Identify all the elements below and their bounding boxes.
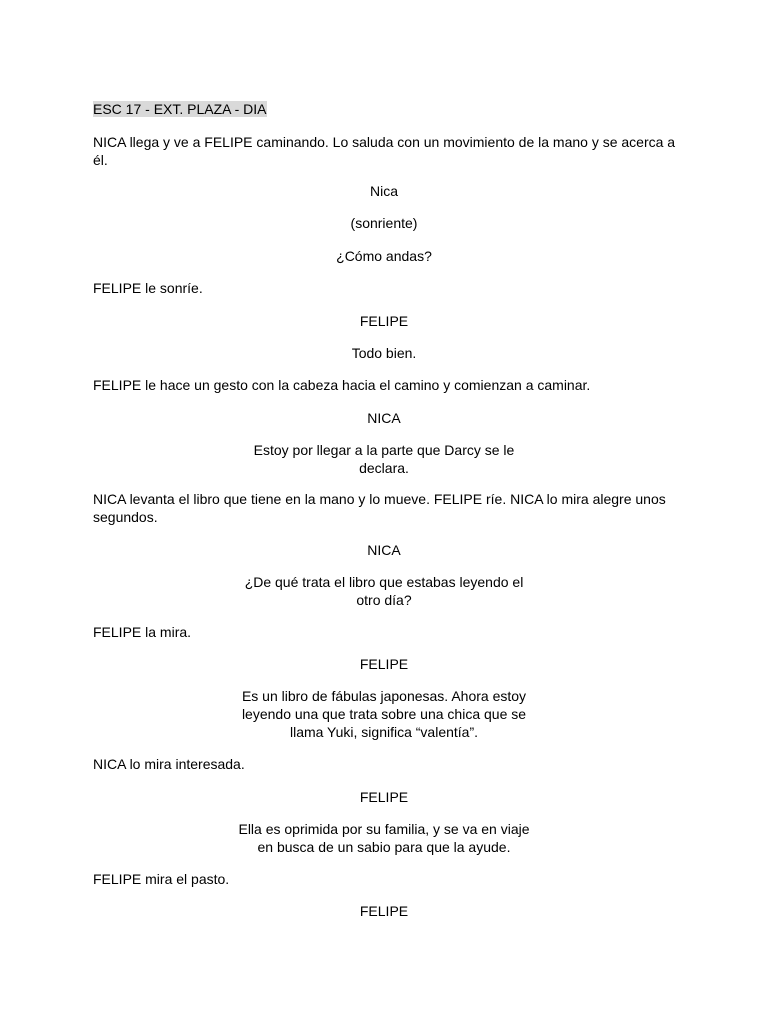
action-line: FELIPE mira el pasto. bbox=[93, 871, 230, 887]
dialogue: Es un libro de fábulas japonesas. Ahora estoy leyendo una que trata sobre una chica que se llama Yuki, significa “valentía”. bbox=[241, 688, 527, 740]
action-line: FELIPE le hace un gesto con la cabeza hacia el camino y comienzan a caminar. bbox=[93, 377, 591, 393]
action-line: FELIPE la mira. bbox=[93, 624, 192, 640]
action-line: NICA levanta el libro que tiene en la mano y lo mueve. FELIPE ríe. NICA lo mira alegre unos segundos. bbox=[93, 491, 666, 525]
character-name: FELIPE bbox=[359, 313, 409, 329]
character-name: Nica bbox=[369, 183, 398, 199]
scene-heading bbox=[93, 100, 683, 118]
character-name: FELIPE bbox=[359, 789, 409, 805]
character-name: FELIPE bbox=[359, 656, 409, 672]
parenthetical: (sonriente) bbox=[350, 215, 418, 231]
character-name: NICA bbox=[367, 542, 401, 558]
dialogue: ¿Cómo andas? bbox=[336, 248, 432, 264]
action-line: NICA lo mira interesada. bbox=[93, 756, 245, 772]
action-line: NICA llega y ve a FELIPE caminando. Lo saluda con un movimiento de la mano y se acerca a él. bbox=[93, 134, 676, 168]
action-line: FELIPE le sonríe. bbox=[93, 280, 203, 296]
dialogue: Estoy por llegar a la parte que Darcy se le declara. bbox=[253, 442, 515, 476]
dialogue: ¿De qué trata el libro que estabas leyendo el otro día? bbox=[244, 574, 524, 608]
character-name: FELIPE bbox=[359, 903, 409, 919]
dialogue: Todo bien. bbox=[351, 345, 417, 361]
character-name: NICA bbox=[367, 410, 401, 426]
scene-heading-text: ESC 17 - EXT. PLAZA - DIA bbox=[93, 101, 267, 117]
dialogue: Ella es oprimida por su familia, y se va en viaje en busca de un sabio para que la ayude. bbox=[238, 821, 530, 855]
